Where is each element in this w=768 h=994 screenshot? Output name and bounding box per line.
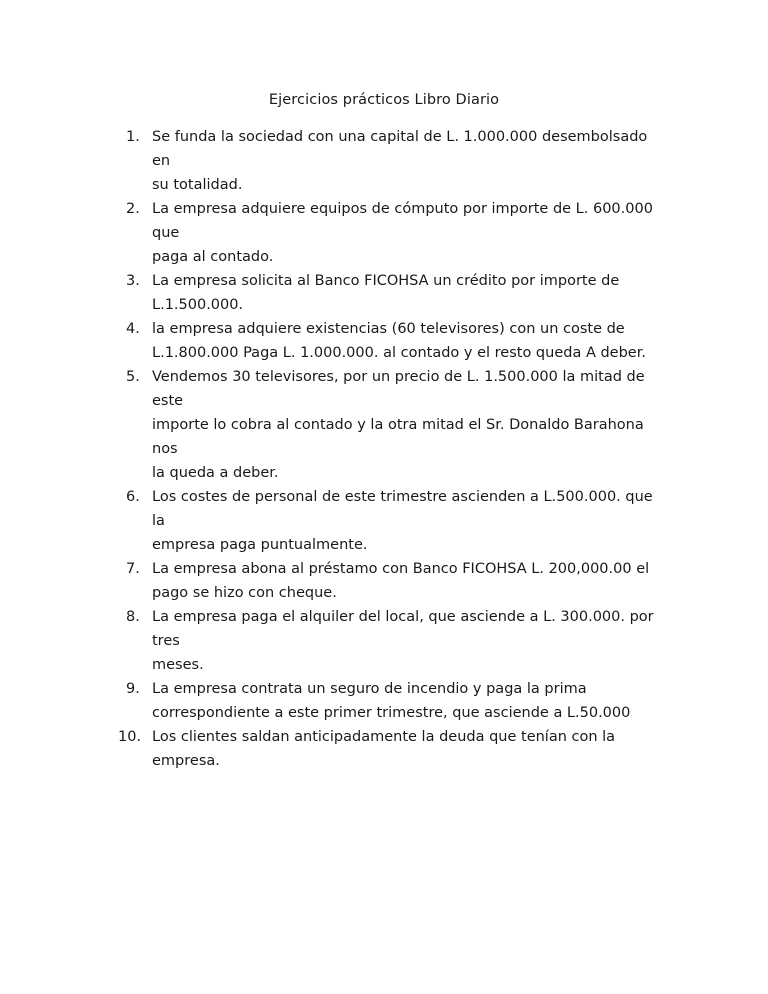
exercise-item	[126, 557, 666, 605]
exercise-text-line: L.1.500.000.	[152, 297, 244, 313]
exercise-item	[118, 725, 666, 773]
exercise-text-line: Vendemos 30 televisores, por un precio de L. 1.500.000 la mitad de este	[152, 369, 645, 409]
exercise-item	[126, 365, 666, 485]
exercise-item	[126, 125, 666, 197]
exercise-text-line: La empresa adquiere equipos de cómputo por importe de L. 600.000 que	[152, 201, 653, 241]
exercise-list	[118, 125, 666, 773]
exercise-text-line: su totalidad.	[152, 177, 243, 193]
exercise-text-line: importe lo cobra al contado y la otra mitad el Sr. Donaldo Barahona nos	[152, 417, 644, 457]
document-title: Ejercicios prácticos Libro Diario	[268, 92, 500, 108]
exercise-text-line: Se funda la sociedad con una capital de L. 1.000.000 desembolsado en	[152, 129, 648, 169]
exercise-number: 2.	[126, 201, 140, 217]
exercise-text-line: La empresa contrata un seguro de incendio y paga la prima	[152, 681, 587, 697]
exercise-item	[126, 269, 666, 317]
exercise-number: 1.	[126, 129, 140, 145]
exercise-text-line: pago se hizo con cheque.	[152, 585, 337, 601]
exercise-text-line: La empresa abona al préstamo con Banco FICOHSA L. 200,000.00 el	[152, 561, 650, 577]
exercise-item	[126, 317, 666, 365]
exercise-number: 5.	[126, 369, 140, 385]
exercise-item	[126, 677, 666, 725]
exercise-number: 8.	[126, 609, 140, 625]
exercise-text-line: La empresa solicita al Banco FICOHSA un crédito por importe de	[152, 273, 620, 289]
exercise-text-line: Los costes de personal de este trimestre ascienden a L.500.000. que la	[152, 489, 653, 529]
exercise-text-line: paga al contado.	[152, 249, 274, 265]
exercise-text-line: la empresa adquiere existencias (60 televisores) con un coste de	[152, 321, 625, 337]
exercise-number: 10.	[118, 729, 142, 745]
exercise-item	[126, 605, 666, 677]
exercise-text-line: correspondiente a este primer trimestre, que asciende a L.50.000	[152, 705, 631, 721]
exercise-text-line: empresa paga puntualmente.	[152, 537, 368, 553]
exercise-text-line: la queda a deber.	[152, 465, 279, 481]
exercise-text-line: Los clientes saldan anticipadamente la deuda que tenían con la empresa.	[152, 729, 616, 769]
exercise-number: 9.	[126, 681, 140, 697]
exercise-number: 3.	[126, 273, 140, 289]
exercise-item	[126, 197, 666, 269]
exercise-text-line: L.1.800.000 Paga L. 1.000.000. al contado y el resto queda A deber.	[152, 345, 646, 361]
exercise-number: 4.	[126, 321, 140, 337]
exercise-text-line: La empresa paga el alquiler del local, que asciende a L. 300.000. por tres	[152, 609, 654, 649]
exercise-number: 7.	[126, 561, 140, 577]
exercise-item	[126, 485, 666, 557]
exercise-text-line: meses.	[152, 657, 204, 673]
exercise-number: 6.	[126, 489, 140, 505]
